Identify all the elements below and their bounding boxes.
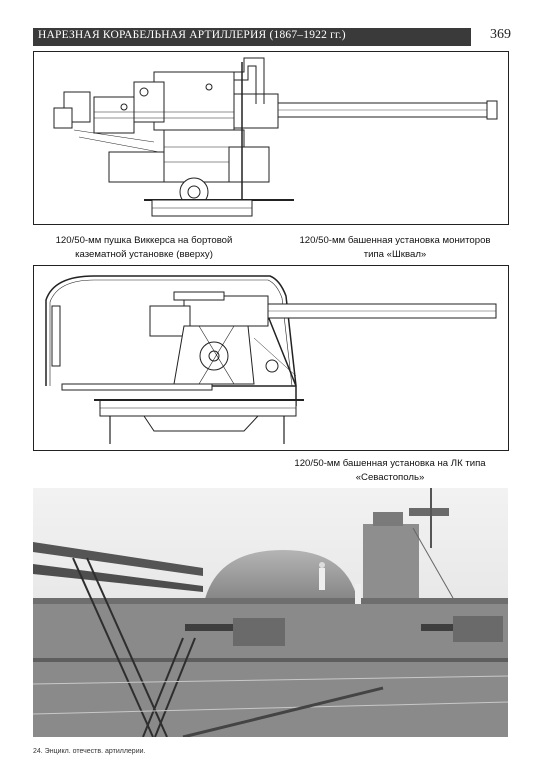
casemate-gun-drawing bbox=[34, 52, 508, 224]
caption-vickers-line-1: 120/50-мм пушка Виккерса на бортовой bbox=[55, 235, 233, 246]
caption-shkval-line-2: типа «Шквал» bbox=[363, 249, 427, 260]
caption-sevastopol-line-1: 120/50-мм башенная установка на ЛК типа bbox=[294, 458, 486, 469]
battleship-photograph bbox=[33, 488, 508, 737]
caption-vickers bbox=[34, 234, 254, 262]
battleship-photo-image bbox=[33, 488, 508, 737]
caption-shkval bbox=[280, 234, 510, 262]
footer-signature: 24. Энцикл. отечеств. артиллерии. bbox=[33, 748, 146, 755]
drawing-turret-mount bbox=[33, 265, 509, 451]
caption-shkval-line-1: 120/50-мм башенная установка мониторов bbox=[299, 235, 491, 246]
caption-vickers-line-2: казематной установке (вверху) bbox=[75, 249, 213, 260]
caption-sevastopol bbox=[270, 457, 510, 485]
drawing-casemate-mount bbox=[33, 51, 509, 225]
page-number: 369 bbox=[490, 27, 511, 42]
running-header bbox=[0, 0, 540, 46]
running-title: НАРЕЗНАЯ КОРАБЕЛЬНАЯ АРТИЛЛЕРИЯ (1867–1922 гг.) bbox=[38, 29, 346, 41]
turret-gun-drawing bbox=[34, 266, 508, 450]
caption-sevastopol-line-2: «Севастополь» bbox=[355, 472, 425, 483]
